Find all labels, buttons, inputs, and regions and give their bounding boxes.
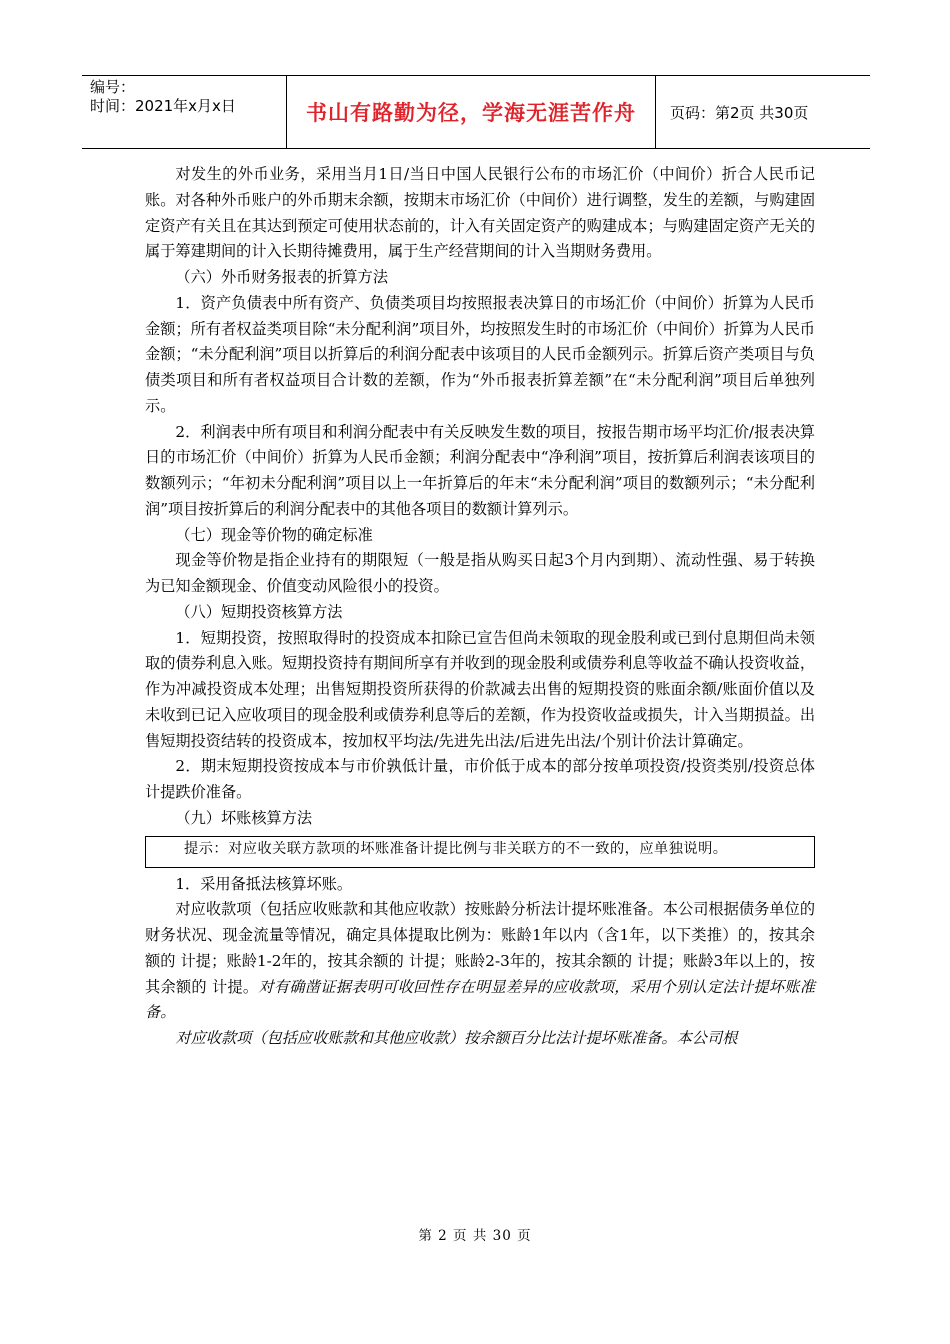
paragraph-text: 对应收款项（包括应收账款和其他应收款）按账龄分析法计提坏账准备。本公司根据债务单位的财务状况、现金流量等情况，确定具体提取比例为：账龄1年以内（含1年，以下类推）的，按其余额的 计提；账龄1-2年的，按其余额的 计提；账龄2-3年的，按其余额的 计提；账龄3年以上的，按其余额的 计提。	[145, 900, 815, 996]
section-heading: （八）短期投资核算方法	[175, 602, 343, 621]
paragraph	[145, 897, 815, 1026]
section-heading: （六）外币财务报表的折算方法	[175, 268, 389, 286]
document-body	[145, 162, 815, 1052]
section-heading: （七）现金等价物的确定标准	[175, 525, 373, 544]
document-time-label: 时间：2021年x月x日	[90, 97, 236, 115]
paragraph: 1．采用备抵法核算坏账。	[175, 874, 353, 893]
paragraph: 对应收款项（包括应收账款和其他应收款）按余额百分比法计提坏账准备。本公司根	[175, 1029, 738, 1047]
section-heading: （九）坏账核算方法	[175, 808, 313, 827]
paragraph: 1．资产负债表中所有资产、负债类项目均按照报表决算日的市场汇价（中间价）折算为人民币金额；所有者权益类项目除“未分配利润”项目外，均按照发生时的市场汇价（中间价）折算为人民币金额；“未分配利润”项目以折算后的利润分配表中该项目的人民币金额列示。折算后资产类项目与负债类项目和所有者权益项目合计数的差额，作为“外币报表折算差额”在“未分配利润”项目后单独列示。	[145, 293, 815, 415]
document-number-label: 编号：	[90, 78, 136, 96]
page-footer: 第 2 页 共 30 页	[418, 1228, 532, 1244]
paragraph: 现金等价物是指企业持有的期限短（一般是指从购买日起3个月内到期）、流动性强、易于转换为已知金额现金、价值变动风险很小的投资。	[145, 551, 815, 595]
header-motto: 书山有路勤为径，学海无涯苦作舟	[286, 76, 656, 148]
tip-box: 提示：对应收关联方款项的坏账准备计提比例与非关联方的不一致的，应单独说明。	[145, 836, 815, 868]
header-page-number: 页码：第2页 共30页	[670, 103, 809, 122]
page-header	[82, 75, 870, 149]
paragraph: 对发生的外币业务，采用当月1日/当日中国人民银行公布的市场汇价（中间价）折合人民币记账。对各种外币账户的外币期末余额，按期末市场汇价（中间价）进行调整，发生的差额，与购建固定资产有关且在其达到预定可使用状态前的，计入有关固定资产的购建成本；与购建固定资产无关的属于筹建期间的计入长期待摊费用，属于生产经营期间的计入当期财务费用。	[145, 165, 815, 261]
paragraph-italic-text: 对有确凿证据表明可收回性存在明显差异的应收款项，采用个别认定法计提坏账准备。	[145, 977, 816, 1022]
paragraph: 2．期末短期投资按成本与市价孰低计量，市价低于成本的部分按单项投资/投资类别/投资总体计提跌价准备。	[145, 757, 815, 801]
paragraph: 2．利润表中所有项目和利润分配表中有关反映发生数的项目，按报告期市场平均汇价/报表决算日的市场汇价（中间价）折算为人民币金额；利润分配表中“净利润”项目，按折算后利润表该项目的数额列示；“年初未分配利润”项目以上一年折算后的年末“未分配利润”项目的数额列示；“未分配利润”项目按折算后的利润分配表中的其他各项目的数额计算列示。	[145, 422, 815, 518]
paragraph: 1．短期投资，按照取得时的投资成本扣除已宣告但尚未领取的现金股利或已到付息期但尚未领取的债券利息入账。短期投资持有期间所享有并收到的现金股利或债券利息等收益不确认投资收益，作为冲减投资成本处理；出售短期投资所获得的价款减去出售的短期投资的账面余额/账面价值以及未收到已记入应收项目的现金股利或债券利息等后的差额，作为投资收益或损失，计入当期损益。出售短期投资结转的投资成本，按加权平均法/先进先出法/后进先出法/个别计价法计算确定。	[145, 628, 815, 750]
header-meta	[82, 76, 286, 148]
